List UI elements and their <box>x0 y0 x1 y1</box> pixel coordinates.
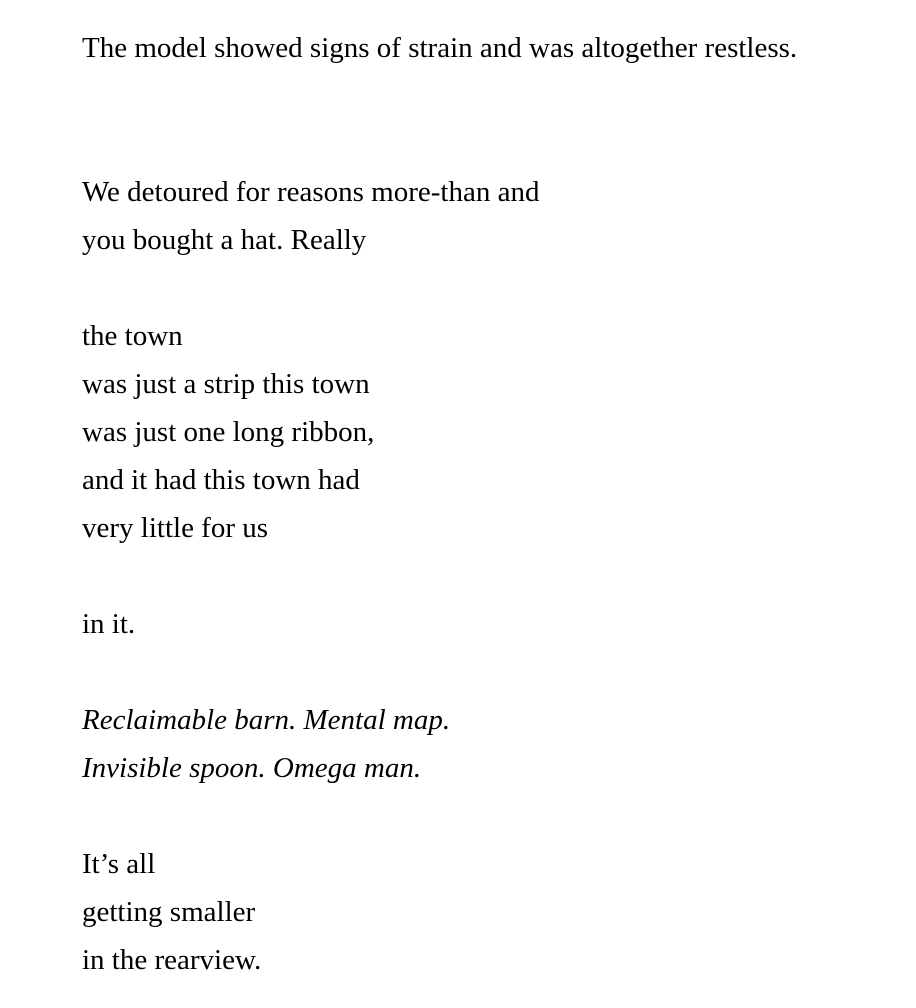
stanza-2 <box>82 312 902 552</box>
poem-line: and it had this town had <box>82 464 360 496</box>
poem-line: getting smaller <box>82 896 256 928</box>
stanza-gap <box>82 264 902 312</box>
poem-line: in it. <box>82 608 136 640</box>
stanza-gap <box>82 792 902 840</box>
poem-line: was just one long ribbon, <box>82 416 375 448</box>
poem <box>82 24 902 984</box>
stanza-gap <box>82 72 902 168</box>
poem-line: was just a strip this town <box>82 368 370 400</box>
stanza-3 <box>82 600 902 648</box>
poem-line-italic: Reclaimable barn. Mental map. <box>82 704 451 736</box>
stanza-5 <box>82 840 902 984</box>
poem-line: you bought a hat. Really <box>82 224 367 256</box>
stanza-gap <box>82 552 902 600</box>
poem-line: It’s all <box>82 848 156 880</box>
stanza-4 <box>82 696 902 792</box>
opening-line: The model showed signs of strain and was altogether restless. <box>82 32 798 64</box>
poem-line: in the rearview. <box>82 944 262 976</box>
stanza-1 <box>82 168 902 264</box>
poem-line: the town <box>82 320 183 352</box>
poem-line: very little for us <box>82 512 269 544</box>
stanza-gap <box>82 648 902 696</box>
poem-line-italic: Invisible spoon. Omega man. <box>82 752 422 784</box>
poem-line: We detoured for reasons more-than and <box>82 176 540 208</box>
